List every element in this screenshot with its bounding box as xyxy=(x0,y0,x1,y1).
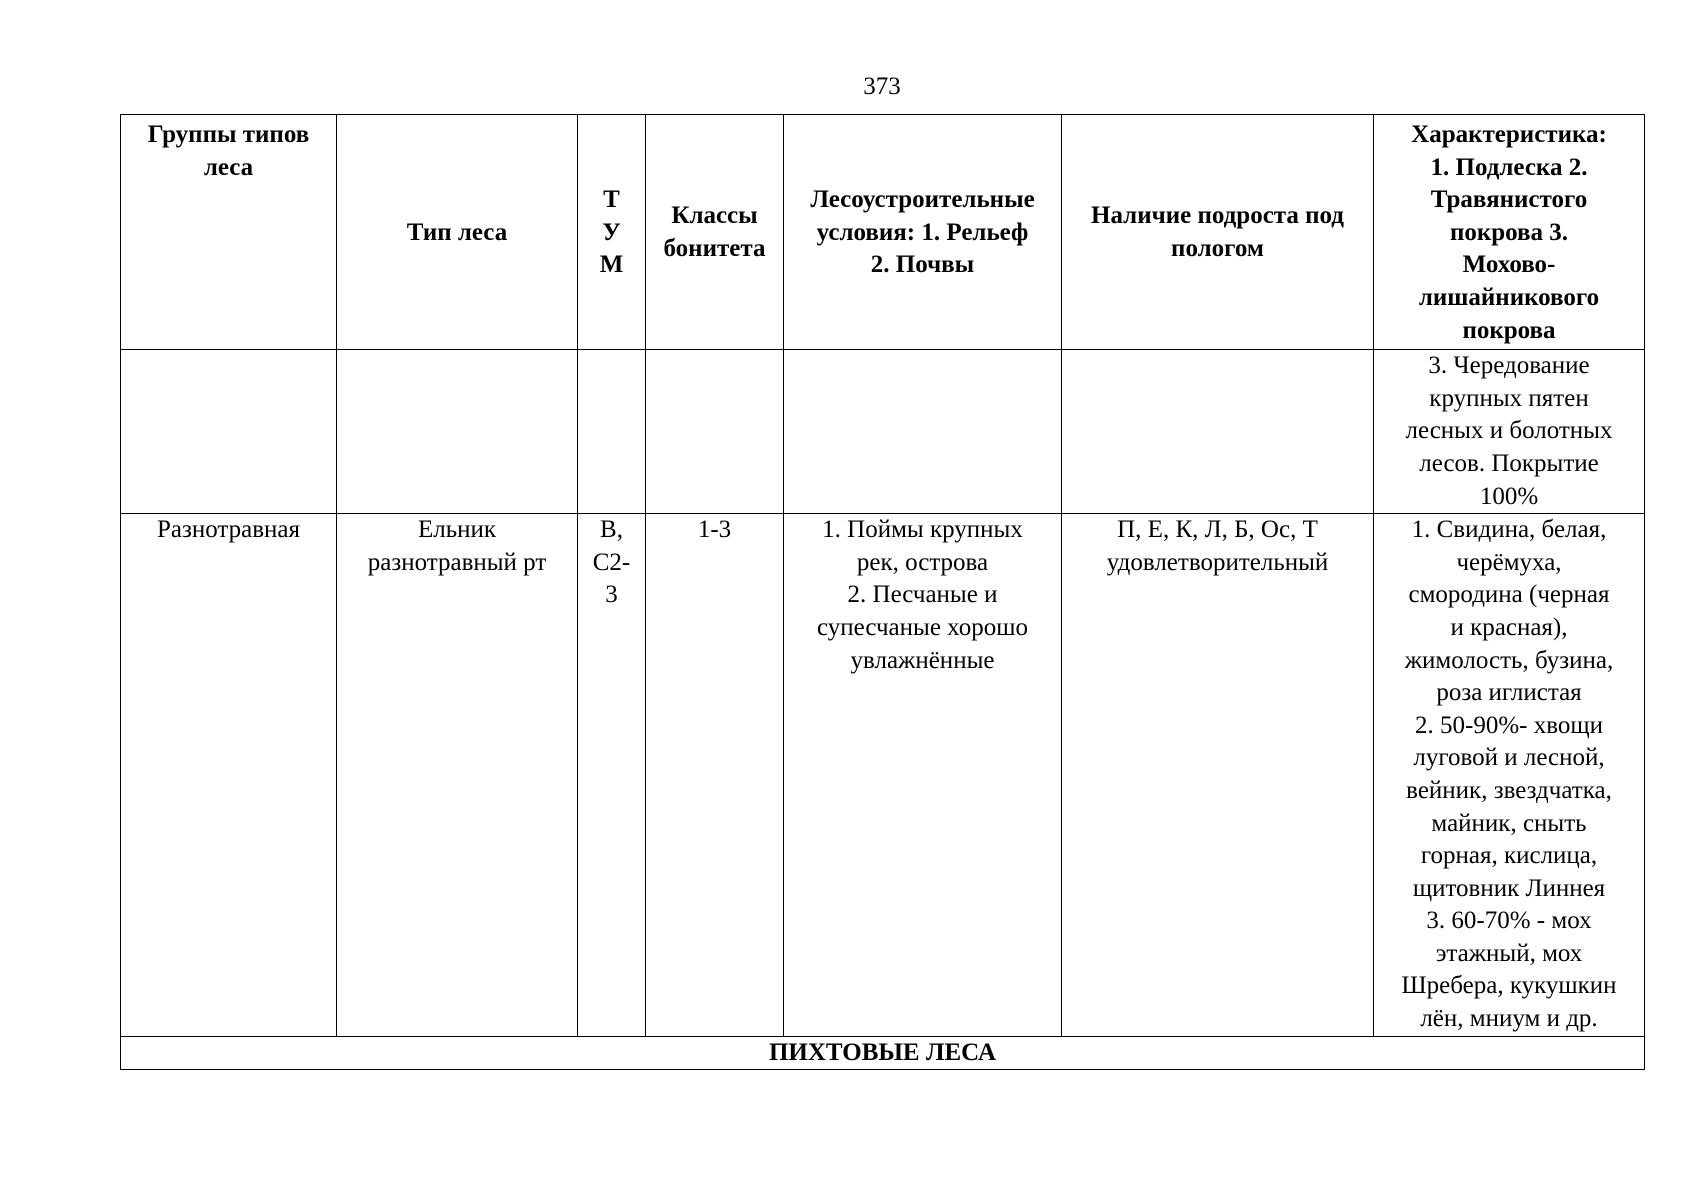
table-cell: В, С2- 3 xyxy=(578,514,646,1037)
section-row xyxy=(121,1036,1645,1069)
table-cell xyxy=(337,350,578,514)
table-cell: 1. Свидина, белая, черёмуха, смородина (черная и красная), жимолость, бузина, роза иглистая 2. 50-90%- хвощи луговой и лесной, вейник, звездчатка, майник, сныть горная, кислица, щитовник Линнея 3. 60-70% - мох этажный, мох Шребера, кукушкин лён, мниум и др. xyxy=(1374,514,1645,1037)
table-cell: П, Е, К, Л, Б, Ос, Т удовлетворительный xyxy=(1062,514,1374,1037)
section-title: ПИХТОВЫЕ ЛЕСА xyxy=(121,1036,1645,1069)
header-characteristics: Характеристика: 1. Подлеска 2. Травянистого покрова 3. Мохово- лишайникового покрова xyxy=(1374,115,1645,350)
table-cell xyxy=(578,350,646,514)
header-row xyxy=(121,115,1645,350)
table-cell xyxy=(121,350,337,514)
table-row xyxy=(121,514,1645,1037)
header-tum: Т У М xyxy=(578,115,646,350)
table-cell: 1-3 xyxy=(646,514,784,1037)
header-forest-type-group: Группы типов леса xyxy=(121,115,337,350)
header-forest-conditions: Лесоустроительные условия: 1. Рельеф 2. Почвы xyxy=(784,115,1062,350)
table-cell: Разнотравная xyxy=(121,514,337,1037)
page-number: 373 xyxy=(863,73,901,100)
header-bonitet-class: Классы бонитета xyxy=(646,115,784,350)
table-cell xyxy=(646,350,784,514)
table-cell: 1. Поймы крупных рек, острова 2. Песчаные и супесчаные хорошо увлажнённые xyxy=(784,514,1062,1037)
table-row xyxy=(121,350,1645,514)
header-undergrowth: Наличие подроста под пологом xyxy=(1062,115,1374,350)
header-forest-type: Тип леса xyxy=(337,115,578,350)
forest-types-table xyxy=(120,114,1645,1070)
table-cell: Ельник разнотравный рт xyxy=(337,514,578,1037)
table-cell: 3. Чередование крупных пятен лесных и болотных лесов. Покрытие 100% xyxy=(1374,350,1645,514)
table-cell xyxy=(784,350,1062,514)
table-cell xyxy=(1062,350,1374,514)
